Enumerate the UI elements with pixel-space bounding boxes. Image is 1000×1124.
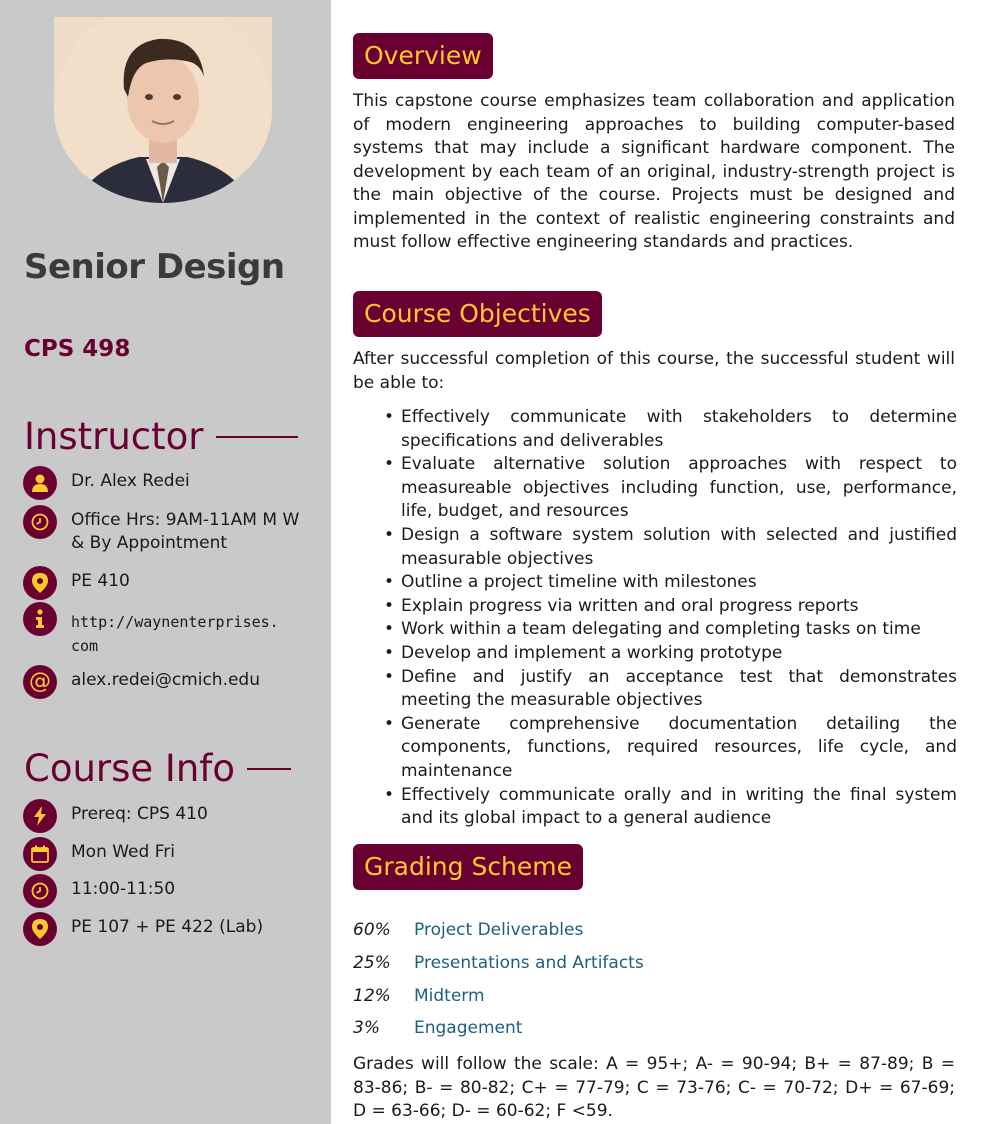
email-item	[23, 665, 323, 699]
grading-percent: 60%	[353, 920, 391, 940]
objectives-list	[353, 406, 957, 831]
list-item: • Design a software system solution with selected and justified measurable objectives	[401, 524, 957, 571]
grading-percent: 12%	[353, 986, 391, 1006]
grading-row	[353, 951, 644, 975]
location-item	[23, 912, 323, 946]
info-icon	[23, 602, 57, 636]
office-hours	[71, 505, 299, 555]
grading-percent: 3%	[353, 1018, 380, 1038]
time-item	[23, 874, 323, 908]
course-title: Senior Design	[24, 247, 285, 287]
grading-row	[353, 984, 485, 1008]
objectives-intro: After successful completion of this course, the successful student will be able to:	[353, 349, 955, 393]
person-icon	[23, 466, 57, 500]
instructor-name: Dr. Alex Redei	[71, 471, 190, 491]
map-pin-icon	[23, 566, 57, 600]
office-hours-line1: Office Hrs: 9AM-11AM M W	[71, 510, 300, 530]
grading-label[interactable]: Engagement	[414, 1018, 523, 1038]
instructor-photo	[54, 17, 272, 203]
instructor-name-item	[23, 466, 323, 500]
clock-icon	[23, 505, 57, 539]
grading-heading: Grading Scheme	[353, 844, 583, 890]
office-item	[23, 566, 323, 600]
grading-row	[353, 1016, 522, 1040]
prereq-item	[23, 799, 323, 833]
sidebar	[0, 0, 331, 1124]
calendar-icon	[23, 837, 57, 871]
instructor-heading	[24, 415, 298, 459]
list-item: • Develop and implement a working prototype	[401, 642, 957, 666]
days-item	[23, 837, 323, 871]
website-line2: com	[71, 637, 99, 655]
office-location: PE 410	[71, 571, 130, 591]
meeting-days: Mon Wed Fri	[71, 842, 175, 862]
grading-label[interactable]: Midterm	[414, 986, 485, 1006]
list-item: • Effectively communicate with stakeholders to determine specifications and deliverables	[401, 406, 957, 453]
clock-icon	[23, 874, 57, 908]
email-link[interactable]: alex.redei@cmich.edu	[71, 670, 260, 690]
instructor-heading-text: Instructor	[24, 415, 204, 458]
meeting-location: PE 107 + PE 422 (Lab)	[71, 917, 264, 937]
grade-scale: Grades will follow the scale: A = 95+; A- = 90-94; B+ = 87-89; B = 83-86; B- = 80-82; C+ = 77-79; C = 73-76; C- = 70-72; D+ = 67-69; D = 63-66; D- = 60-62; F <59.	[353, 1054, 955, 1121]
meeting-time: 11:00-11:50	[71, 879, 176, 899]
office-hours-line2: & By Appointment	[71, 533, 228, 553]
grading-label[interactable]: Project Deliverables	[414, 920, 584, 940]
course-info-heading	[24, 747, 291, 791]
list-item: • Effectively communicate orally and in writing the final system and its global impact to a general audience	[401, 784, 957, 831]
heading-rule	[247, 768, 291, 770]
list-item: • Explain progress via written and oral progress reports	[401, 595, 957, 619]
website-item	[23, 602, 323, 658]
lightning-bolt-icon	[23, 799, 57, 833]
grading-row	[353, 918, 583, 942]
course-info-heading-text: Course Info	[24, 747, 235, 790]
list-item: • Evaluate alternative solution approaches with respect to measureable objectives including function, use, performance, life, budget, and resources	[401, 453, 957, 524]
list-item: • Work within a team delegating and completing tasks on time	[401, 618, 957, 642]
website-link[interactable]	[71, 602, 279, 658]
list-item: • Outline a project timeline with milestones	[401, 571, 957, 595]
prereq: Prereq: CPS 410	[71, 804, 208, 824]
at-sign-icon: @	[23, 665, 57, 699]
list-item: • Define and justify an acceptance test that demonstrates meeting the measurable objectives	[401, 666, 957, 713]
office-hours-item	[23, 505, 323, 555]
website-line1: http://waynenterprises.	[71, 613, 279, 631]
overview-heading: Overview	[353, 33, 493, 79]
map-pin-icon	[23, 912, 57, 946]
course-code: CPS 498	[24, 336, 131, 362]
list-item: • Generate comprehensive documentation detailing the components, functions, required resources, life cycle, and maintenance	[401, 713, 957, 784]
heading-rule	[216, 436, 298, 438]
overview-text: This capstone course emphasizes team collaboration and application of modern engineering approaches to building computer-based systems that may include a significant hardware component. The development by each team of an original, industry-strength project is the main objective of the course. Projects must be designed and implemented in the context of realistic engineering constraints and must follow effective engineering standards and practices.	[353, 91, 955, 252]
grading-label[interactable]: Presentations and Artifacts	[414, 953, 644, 973]
objectives-heading: Course Objectives	[353, 291, 602, 337]
grading-percent: 25%	[353, 953, 391, 973]
